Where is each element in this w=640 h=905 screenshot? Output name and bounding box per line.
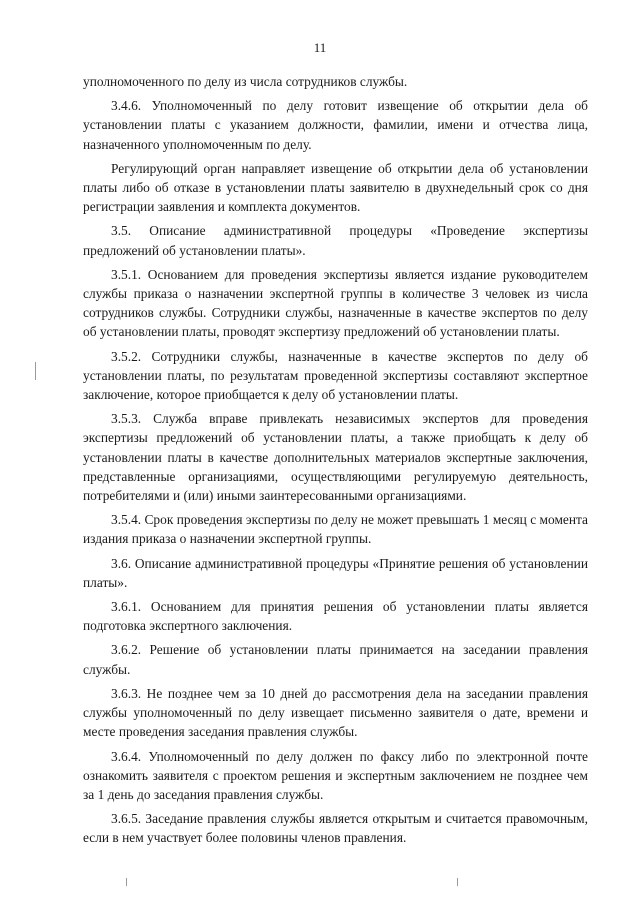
paragraph: 3.4.6. Уполномоченный по делу готовит извещение об открытии дела об установлении платы с указанием должности, фамилии, имени и отчества лица, назначенного уполномоченным по делу.: [83, 98, 588, 152]
paragraph: уполномоченного по делу из числа сотрудников службы.: [83, 74, 408, 89]
paragraph: 3.6.1. Основанием для принятия решения об установлении платы является подготовка экспертного заключения.: [83, 599, 588, 634]
paragraph: 3.5.4. Срок проведения экспертизы по делу не может превышать 1 месяц с момента издания приказа о назначении экспертной группы.: [83, 512, 588, 547]
section-heading: 3.5. Описание административной процедуры «Проведение экспертизы предложений об установлении платы».: [83, 223, 588, 258]
page-number: 11: [313, 40, 327, 55]
paragraph: 3.6.2. Решение об установлении платы принимается на заседании правления службы.: [83, 642, 588, 677]
paragraph: 3.6.5. Заседание правления службы является открытым и считается правомочным, если в нем участвует более половины членов правления.: [83, 811, 588, 846]
paragraph: 3.6.3. Не позднее чем за 10 дней до рассмотрения дела на заседании правления службы уполномоченный по делу извещает письменно заявителя о дате, времени и месте проведения заседания правления службы.: [83, 685, 588, 740]
scan-artifact: [457, 878, 458, 886]
scan-artifact: [35, 362, 36, 380]
paragraph: Регулирующий орган направляет извещение об открытии дела об установлении платы либо об отказе в установлении платы заявителю в двухнедельный срок со дня регистрации заявления и комплекта документов.: [83, 160, 588, 215]
paragraph: 3.5.2. Сотрудники службы, назначенные в качестве экспертов по делу об установлении платы, по результатам проведенной экспертизы составляют экспертное заключение, которое приобщается к делу об установлении платы.: [83, 348, 588, 403]
section-heading: 3.6. Описание административной процедуры «Принятие решения об установлении платы».: [83, 555, 588, 590]
document-body: [83, 72, 588, 853]
paragraph: 3.5.3. Служба вправе привлекать независимых экспертов для проведения экспертизы предложений об установлении платы, а также приобщать к делу об установлении платы в качестве дополнительных материалов экспертные заключения, представленные организациями, осуществляющими регулируемую деятельность, потребителями и (или) иными заинтересованными организациями.: [83, 411, 588, 504]
paragraph: 3.5.1. Основанием для проведения экспертизы является издание руководителем службы приказа о назначении экспертной группы в количестве 3 человек из числа сотрудников службы. Сотрудники службы, назначенные в качестве экспертов по делу об установлении платы, проводят экспертизу предложений об установлении платы.: [83, 266, 588, 340]
scan-artifact: [126, 878, 127, 886]
paragraph: 3.6.4. Уполномоченный по делу должен по факсу либо по электронной почте ознакомить заявителя с проектом решения и экспертным заключением не позднее чем за 1 день до заседания правления службы.: [83, 748, 588, 802]
